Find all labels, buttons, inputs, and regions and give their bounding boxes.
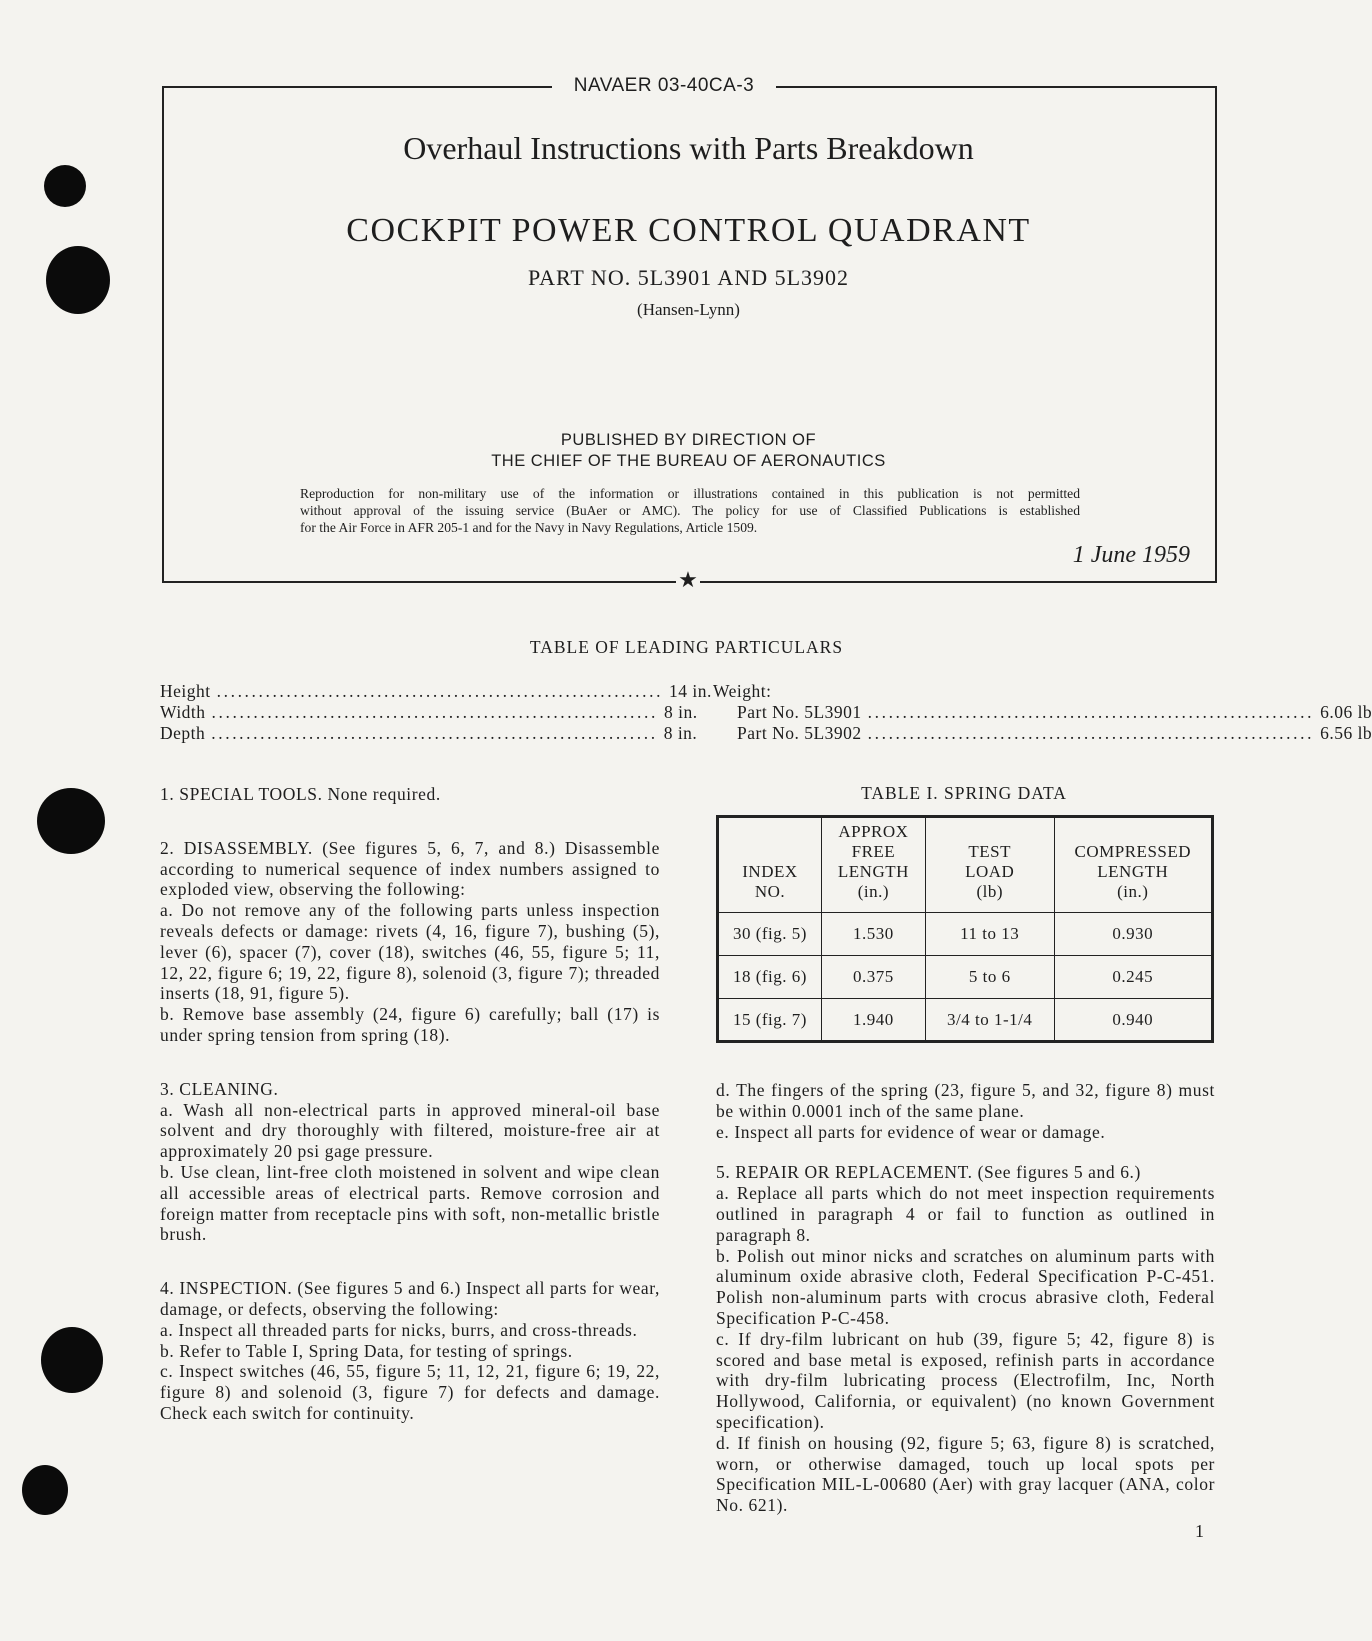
particulars-title: TABLE OF LEADING PARTICULARS [529, 637, 844, 657]
table-header-row [718, 817, 1213, 913]
manual-title: Overhaul Instructions with Parts Breakdown [403, 130, 974, 166]
section-2-item-b: b. Remove base assembly (24, figure 6) carefully; ball (17) is under spring tension from spring (18). [160, 1004, 660, 1045]
table-cell: 1.940 [821, 999, 925, 1042]
table-row [718, 956, 1213, 999]
table-row [718, 913, 1213, 956]
table-cell: 18 (fig. 6) [718, 956, 822, 999]
leader-dots: ................................................................ [867, 702, 1315, 722]
section-5-item-c: c. If dry-film lubricant on hub (39, figure 5; 42, figure 8) is scored and base metal is exposed, refinish parts in accordance with dry-film lubricating process (Electrofilm, Inc, North Hollywood, California, or equivalent) (no known Government specification). [716, 1328, 1215, 1432]
published-line-1: PUBLISHED BY DIRECTION OF [560, 431, 817, 449]
particular-depth [160, 723, 698, 744]
section-3-item-a: a. Wash all non-electrical parts in approved mineral-oil base solvent and dry thoroughly with filtered, moisture-free air at approximately 20 psi gage pressure. [160, 1099, 660, 1162]
header-box-top-right [776, 86, 1215, 88]
section-4-item-e: e. Inspect all parts for evidence of wear or damage. [716, 1121, 1106, 1142]
height-value: 14 in. [669, 681, 712, 701]
star-icon: ★ [676, 568, 700, 592]
particular-height [160, 681, 712, 702]
doc-number: NAVAER 03-40CA-3 [560, 75, 768, 97]
section-3-cleaning: 3. CLEANING. [160, 1078, 279, 1099]
particular-weight-label [713, 681, 771, 702]
published-by [162, 430, 1215, 472]
table-cell: 11 to 13 [925, 913, 1054, 956]
published-line-2: THE CHIEF OF THE BUREAU OF AERONAUTICS [491, 452, 886, 470]
publication-date: 1 June 1959 [1072, 542, 1190, 568]
section-3-item-b: b. Use clean, lint-free cloth moistened in solvent and wipe clean all accessible areas of electrical parts. Remove corrosion and foreign matter from receptacle pins with soft, non-metallic bristle brush. [160, 1161, 660, 1245]
leader-dots: ................................................................ [211, 702, 658, 722]
manufacturer: (Hansen-Lynn) [637, 300, 740, 319]
table-cell: 30 (fig. 5) [718, 913, 822, 956]
table-cell: 0.930 [1054, 913, 1212, 956]
table-cell: 5 to 6 [925, 956, 1054, 999]
weight-1-value: 6.06 lb [1320, 702, 1372, 722]
table-cell: 0.375 [821, 956, 925, 999]
section-4-item-a: a. Inspect all threaded parts for nicks, burrs, and cross-threads. [160, 1319, 638, 1340]
binder-hole-5 [22, 1465, 68, 1515]
section-5-repair: 5. REPAIR OR REPLACEMENT. (See figures 5 and 6.) [716, 1162, 1141, 1183]
width-label: Width [160, 702, 206, 722]
binder-hole-4 [41, 1327, 103, 1393]
table-cell: 3/4 to 1-1/4 [925, 999, 1054, 1042]
binder-hole-1 [44, 165, 86, 207]
section-1-special-tools: 1. SPECIAL TOOLS. None required. [160, 784, 441, 804]
weight-label: Weight: [713, 681, 772, 701]
header-box-top-left [162, 86, 552, 88]
particular-weight-2 [737, 723, 1372, 744]
table-cell: 0.245 [1054, 956, 1212, 999]
table-cell: 1.530 [821, 913, 925, 956]
binder-hole-2 [46, 246, 110, 314]
width-value: 8 in. [663, 702, 698, 722]
weight-1-label: Part No. 5L3901 [737, 702, 862, 722]
section-2-disassembly: 2. DISASSEMBLY. (See figures 5, 6, 7, and 8.) Disassemble according to numerical sequence of index numbers assigned to exploded view, observing the following: [160, 837, 660, 900]
table-row [718, 999, 1213, 1042]
header-test-load: TEST LOAD (lb) [925, 817, 1054, 913]
weight-2-value: 6.56 lb [1320, 723, 1372, 743]
section-4-inspection: 4. INSPECTION. (See figures 5 and 6.) Inspect all parts for wear, damage, or defects, observing the following: [160, 1278, 660, 1319]
leader-dots: ................................................................ [216, 681, 664, 701]
header-compressed-length: COMPRESSED LENGTH (in.) [1054, 817, 1212, 913]
reproduction-line-1: Reproduction for non-military use of the information or illustrations contained in this publication is not permitted [300, 486, 1080, 501]
weight-2-label: Part No. 5L3902 [737, 723, 862, 743]
spring-table-title: TABLE I. SPRING DATA [861, 783, 1067, 803]
section-5-item-b: b. Polish out minor nicks and scratches on aluminum parts with aluminum oxide abrasive cloth, Federal Specification P-C-451. Polish non-aluminum parts with crocus abrasive cloth, Federal Specification P-C-458. [716, 1245, 1215, 1328]
reproduction-notice [300, 485, 1080, 536]
part-numbers: PART NO. 5L3901 AND 5L3902 [527, 265, 850, 290]
reproduction-line-2: without approval of the issuing service (BuAer or AMC). The policy for use of Classified Publications is established [300, 503, 1080, 518]
reproduction-line-3: for the Air Force in AFR 205-1 and for the Navy in Navy Regulations, Article 1509. [300, 520, 758, 535]
section-5-item-a: a. Replace all parts which do not meet inspection requirements outlined in paragraph 4 or fail to function as outlined in paragraph 8. [716, 1183, 1215, 1245]
depth-value: 8 in. [663, 723, 698, 743]
header-index-no: INDEX NO. [718, 817, 822, 913]
leader-dots: ................................................................ [867, 723, 1315, 743]
leader-dots: ................................................................ [211, 723, 658, 743]
table-cell: 0.940 [1054, 999, 1212, 1042]
spring-data-table [716, 815, 1214, 1043]
depth-label: Depth [160, 723, 206, 743]
subject-title: COCKPIT POWER CONTROL QUADRANT [346, 212, 1031, 249]
left-column [160, 784, 660, 1424]
header-free-length: APPROX FREE LENGTH (in.) [821, 817, 925, 913]
section-4-item-b: b. Refer to Table I, Spring Data, for testing of springs. [160, 1340, 573, 1361]
section-2-item-a: a. Do not remove any of the following parts unless inspection reveals defects or damage: rivets (4, 16, figure 7), bushing (5), lever (6), spacer (7), cover (18), switches (46, 55, figure 5; 11, 12, 22, figure 6; 19, 22, figure 8), solenoid (3, figure 7); threaded inserts (18, 91, figure 5). [160, 900, 660, 1004]
particular-weight-1 [737, 702, 1372, 723]
binder-hole-3 [37, 788, 105, 854]
height-label: Height [160, 681, 211, 701]
right-column [716, 1080, 1215, 1516]
table-cell: 15 (fig. 7) [718, 999, 822, 1042]
section-4-item-c: c. Inspect switches (46, 55, figure 5; 11, 12, 21, figure 6; 19, 22, figure 8) and solenoid (3, figure 7) for defects and damage. Check each switch for continuity. [160, 1361, 660, 1423]
page-number: 1 [1195, 1521, 1204, 1541]
section-5-item-d: d. If finish on housing (92, figure 5; 63, figure 8) is scratched, worn, or otherwise damaged, touch up local spots per Specification MIL-L-00680 (Aer) with gray lacquer (ANA, color No. 621). [716, 1432, 1215, 1516]
particular-width [160, 702, 698, 723]
section-4-item-d: d. The fingers of the spring (23, figure 5, and 32, figure 8) must be within 0.0001 inch of the same plane. [716, 1080, 1215, 1121]
